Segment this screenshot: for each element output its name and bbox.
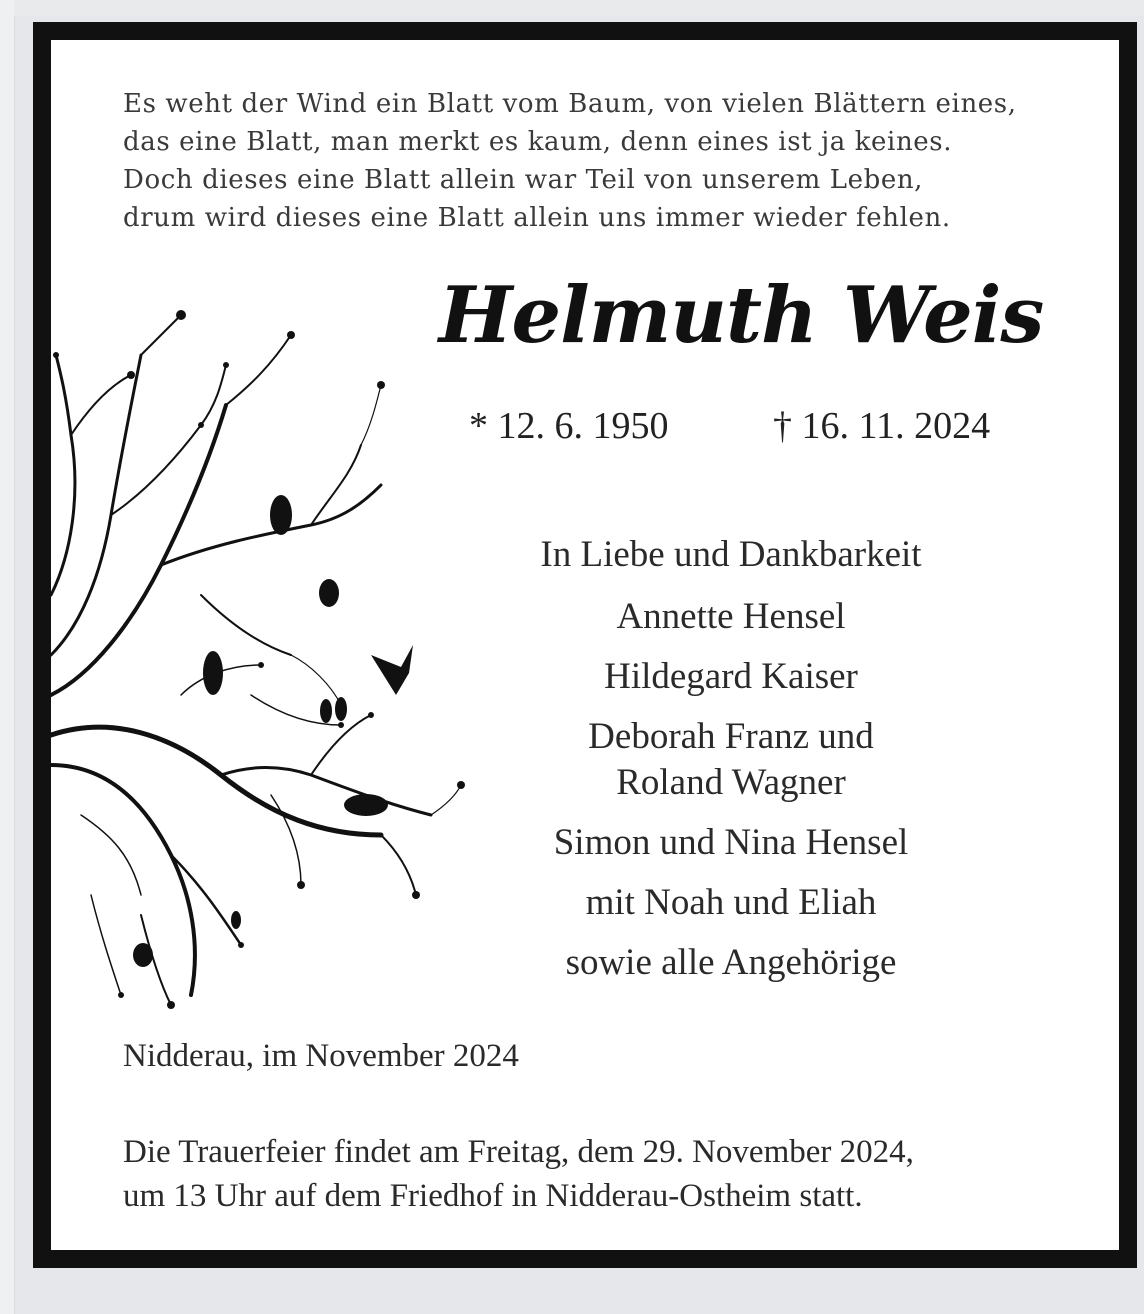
poem-line: Doch dieses eine Blatt allein war Teil von unserem Leben, [123,165,924,195]
mourner-name: Hildegard Kaiser [604,656,858,697]
poem [123,85,1083,237]
mourner-name: Roland Wagner [616,762,846,803]
poem-line: Es weht der Wind ein Blatt vom Baum, von vielen Blättern eines, [123,89,1017,119]
mourner-name: Simon und Nina Hensel [553,822,909,863]
ceremony-line: Die Trauerfeier findet am Freitag, dem 29. November 2024, [123,1134,914,1170]
ceremony-line: um 13 Uhr auf dem Friedhof in Nidderau-Ostheim statt. [123,1178,863,1214]
mourner-name: Annette Hensel [616,596,846,637]
poem-line: das eine Blatt, man merkt es kaum, denn eines ist ja keines. [123,127,953,157]
death-date: † 16. 11. 2024 [773,405,991,447]
place-and-date: Nidderau, im November 2024 [123,1038,519,1074]
mourner-name: Deborah Franz und [588,716,874,757]
bird-silhouettes [133,495,413,967]
tree-with-birds-illustration [51,295,471,1015]
mourners-list [451,530,1011,1000]
mourner-name: sowie alle Angehörige [565,942,897,983]
mourner-name: mit Noah und Eliah [585,882,877,923]
ceremony-info [123,1130,1083,1218]
window-top-edge [14,0,1144,16]
birth-date: * 12. 6. 1950 [469,405,669,447]
dedication-line: In Liebe und Dankbarkeit [540,534,922,575]
deceased-name: Helmuth Weis [438,270,1044,361]
poem-line: drum wird dieses eine Blatt allein uns immer wieder fehlen. [123,203,951,233]
obituary-notice [51,40,1119,1250]
window-left-edge [0,0,15,1314]
